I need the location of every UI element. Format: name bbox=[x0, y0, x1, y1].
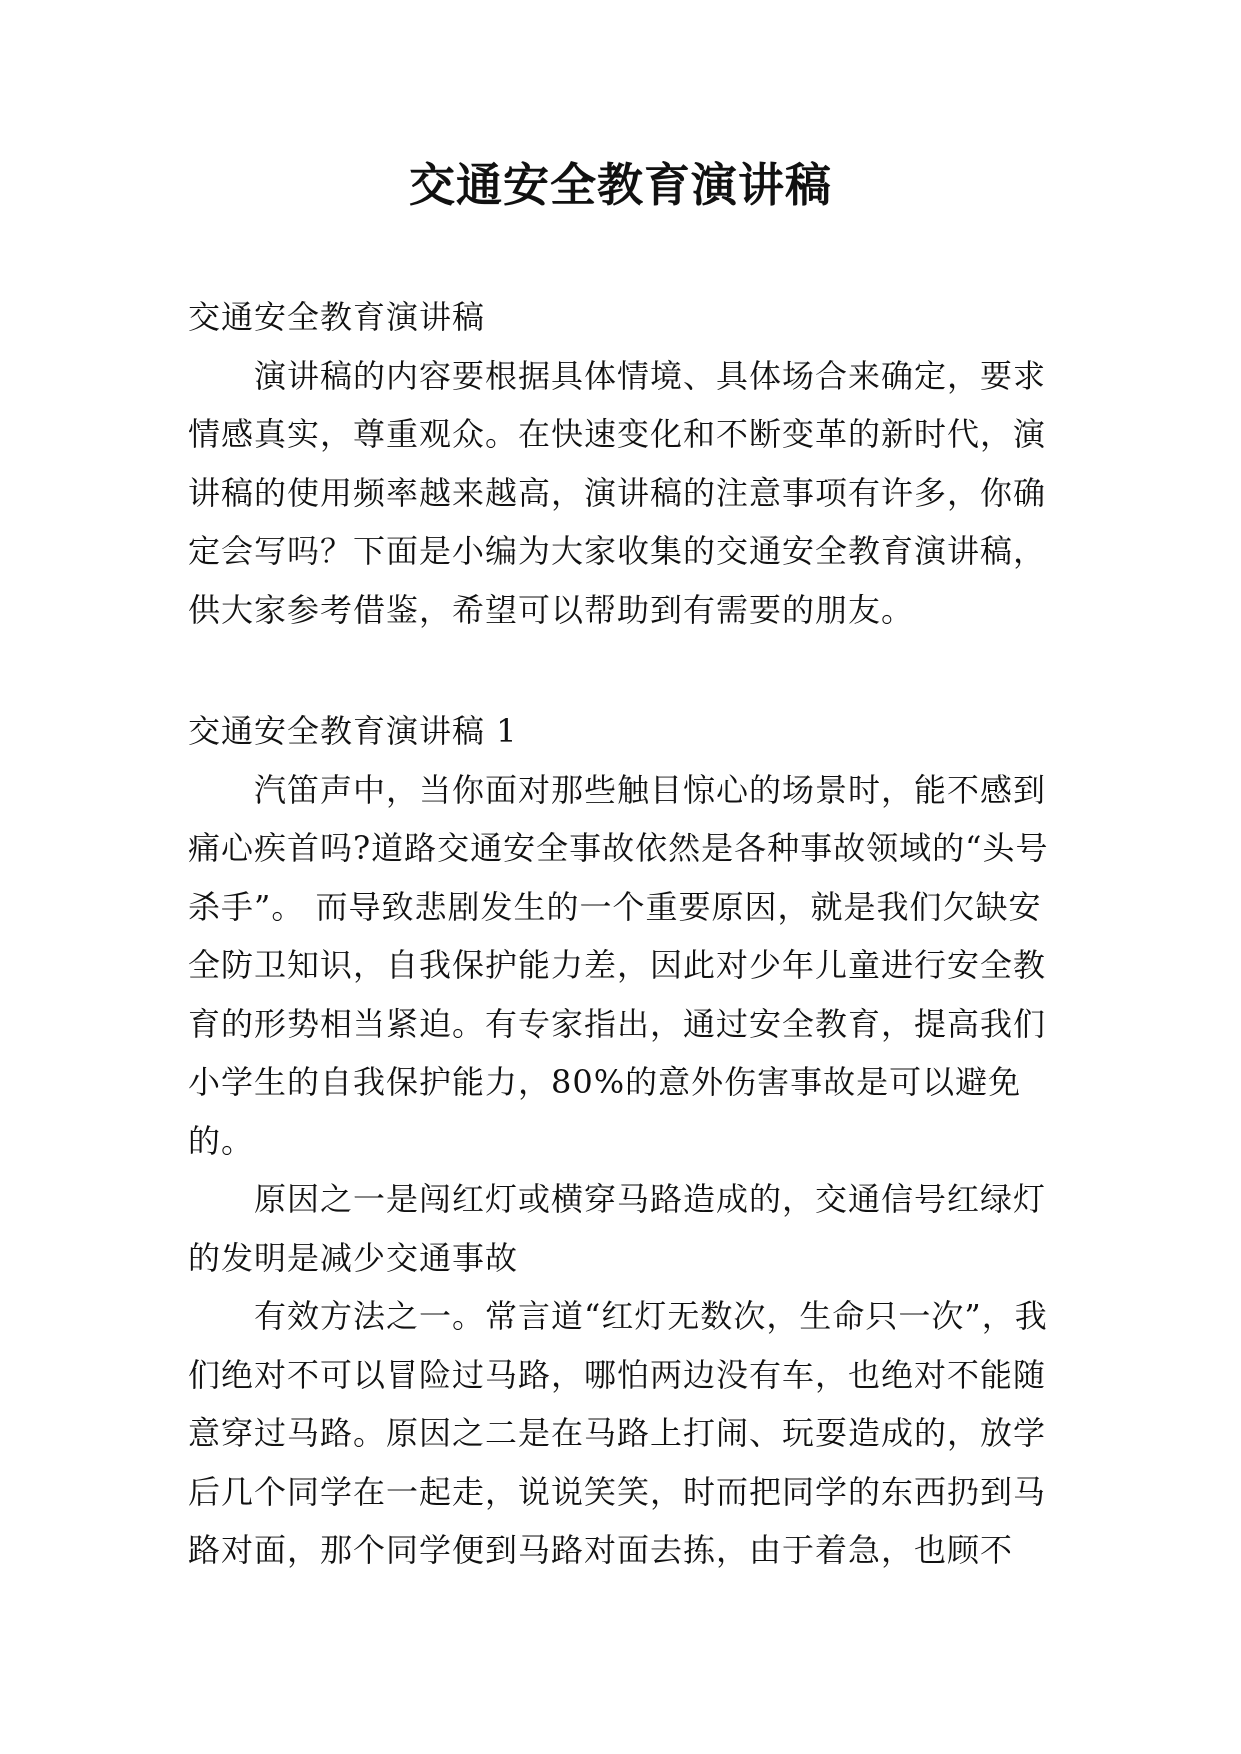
document-title: 交通安全教育演讲稿 bbox=[409, 158, 832, 212]
intro-heading: 交通安全教育演讲稿 bbox=[188, 298, 486, 336]
section-1 bbox=[188, 702, 1058, 1580]
section-1-paragraph-3: 有效方法之一。常言道“红灯无数次，生命只一次”，我们绝对不可以冒险过马路，哪怕两边没有车，也绝对不能随意穿过马路。原因之二是在马路上打闹、玩耍造成的，放学后几个同学在一起走，说说笑笑，时而把同学的东西扔到马路对面，那个同学便到马路对面去拣，由于着急，也顾不 bbox=[188, 1297, 1048, 1569]
section-1-heading: 交通安全教育演讲稿 1 bbox=[188, 712, 518, 750]
section-1-paragraph-2: 原因之一是闯红灯或横穿马路造成的，交通信号红绿灯的发明是减少交通事故 bbox=[188, 1180, 1047, 1277]
intro-paragraph: 演讲稿的内容要根据具体情境、具体场合来确定，要求情感真实，尊重观众。在快速变化和不断变革的新时代，演讲稿的使用频率越来越高，演讲稿的注意事项有许多，你确定会写吗？下面是小编为大家收集的交通安全教育演讲稿，供大家参考借鉴，希望可以帮助到有需要的朋友。 bbox=[188, 356, 1047, 629]
section-1-paragraph-1: 汽笛声中，当你面对那些触目惊心的场景时，能不感到痛心疾首吗?道路交通安全事故依然是各种事故领域的“头号杀手”。 而导致悲剧发生的一个重要原因，就是我们欠缺安全防卫知识，自我保护能力差，因此对少年儿童进行安全教育的形势相当紧迫。有专家指出，通过安全教育，提高我们小学生的自我保护能力，80%的意外伤害事故是可以避免的。 bbox=[188, 770, 1049, 1160]
intro-section bbox=[188, 288, 1058, 639]
